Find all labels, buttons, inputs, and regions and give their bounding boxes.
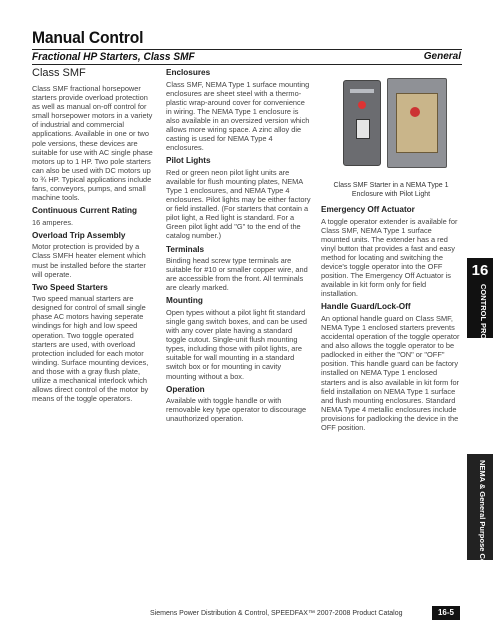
pilot-lights-heading: Pilot Lights: [166, 156, 211, 166]
operation-text: Available with toggle handle or with removable key type operator to discourage unauthorized operation.: [166, 396, 307, 424]
control-products-label: CONTROL PRODUCTS: [479, 284, 488, 366]
handle-guard-text: An optional handle guard on Class SMF, NEMA Type 1 enclosed starters prevents accidental operation of the toggle operator and also allows the toggle operator to be padlocked in either the "ON" or "OFF" position. This handle guard can be factory installed on NEMA Type 1 enclosed starters and is also available in kit form for field installation on NEMA Type 1 surface and flush mounting enclosures. Standard NEMA Type 4 metallic enclosures include provisions for padlocking the device in the OFF position.: [321, 313, 460, 432]
terminals-text: Binding head screw type terminals are suitable for #10 or smaller copper wire, and are accessible from the front. All terminals are clearly marked.: [166, 256, 308, 293]
title-rule: [32, 49, 462, 50]
enclosures-heading: Enclosures: [166, 68, 211, 77]
current-rating-heading: Continuous Current Rating: [32, 206, 138, 216]
page-title: Manual Control: [32, 28, 144, 47]
emergency-off-text: A toggle operator extender is available for Class SMF, NEMA Type 1 surface mounted units. The extender has a red vinyl button that provides a fast and easy method for locating and switching the device's toggle operator into the OFF position. The Emergency Off Actuator is available in kit form only for field installation.: [321, 216, 458, 299]
enclosures-text: Class SMF, NEMA Type 1 surface mounting enclosures are sheet steel with a thermo-plastic wrap-around cover for convenience in wiring. The NEMA Type 1 enclosure is also available in an oversized version which allows more wiring space. A zinc alloy die casting is used for NEMA Type 4 enclosures.: [166, 79, 310, 153]
handle-guard-heading: Handle Guard/Lock-Off: [321, 302, 411, 312]
column-2: [166, 68, 312, 423]
overload-heading: Overload Trip Assembly: [32, 230, 126, 240]
mounting-text: Open types without a pilot light fit standard single gang switch boxes, and can be used with any cover plate having a standard toggle cutout. Single-unit flush mounting types, including those with pilot lights, are suitable for wall mounting in a standard switch box or for mounting in cavity mounting without a box.: [166, 307, 307, 381]
class-smf-heading: Class SMF: [32, 67, 86, 79]
pilot-light-image: [358, 101, 366, 109]
photo-caption: Class SMF Starter in a NEMA Type 1 Enclosure with Pilot Light: [333, 182, 449, 198]
mounting-heading: Mounting: [166, 296, 203, 306]
control-products-tab[interactable]: [467, 258, 493, 366]
section-tag: General: [423, 51, 461, 62]
nema-general-purpose-tab[interactable]: [467, 454, 493, 581]
page-number: 16-5: [432, 606, 460, 620]
page-subtitle: Fractional HP Starters, Class SMF: [32, 51, 195, 63]
starter-photo: [321, 72, 461, 180]
section-number: 16: [471, 262, 489, 279]
column-1: [32, 68, 156, 403]
current-rating-text: 16 amperes.: [32, 217, 74, 227]
two-speed-text: Two speed manual starters are designed for control of small single phase AC motors having seperate windings for high and low speed operation. Two toggle operated starters are used, with overload protection included for each motor winding. Surface mounting devices, and those with a gray flush plate, utilize a mechanical interlock which allows direct control of the motor by means of the toggle operators.: [32, 294, 149, 404]
toggle-image: [356, 119, 370, 139]
column-3: [321, 72, 461, 432]
open-starter-image: [387, 78, 447, 168]
class-smf-text: Class SMF fractional horsepower starters provide overload protection as well as manual on-off control for small horsepower motors in a variety of industrial and commercial applications. Available in one or two pole versions, these devices are suitable for use with AC single phase motors up to 1 HP. Two pole starters can also be used with DC motors up to ¾ HP. Typical applications include fans, conveyors, pumps, and small machine tools.: [32, 84, 153, 203]
emergency-off-heading: Emergency Off Actuator: [321, 205, 415, 214]
terminals-heading: Terminals: [166, 244, 205, 254]
enclosed-starter-image: [343, 80, 381, 166]
operation-heading: Operation: [166, 384, 205, 394]
overload-text: Motor protection is provided by a Class SMFH heater element which must be installed before the starter will operate.: [32, 242, 146, 279]
pilot-lights-text: Red or green neon pilot light units are available for flush mounting plates, NEMA Type 1 enclosures, and NEMA Type 4 enclosures. Pilot lights may be either factory or field installed. (For starters that contain a pilot light, a Red light is standard. For a Green pilot light add "G" to the end of the catalog number.): [166, 167, 311, 241]
footer-text: Siemens Power Distribution & Control, SPEEDFAX™ 2007-2008 Product Catalog: [150, 610, 403, 617]
subtitle-rule: [32, 64, 462, 65]
nema-general-purpose-label: NEMA & General Purpose Control: [478, 460, 487, 581]
two-speed-heading: Two Speed Starters: [32, 282, 108, 292]
